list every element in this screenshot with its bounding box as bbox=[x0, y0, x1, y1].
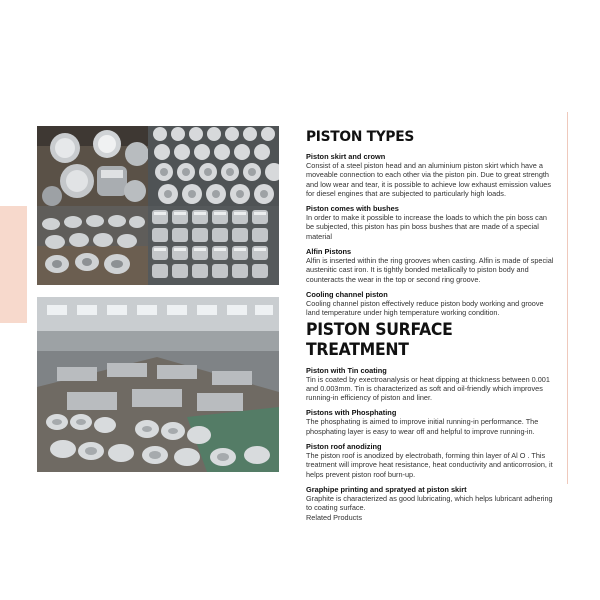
piston-rows-photo bbox=[148, 126, 279, 206]
section-title: Alfin Pistons bbox=[306, 247, 352, 257]
section-body: The piston roof is anodized by electrobath, forming thin layer of Al O . This treatment will improve heat resistance, heat conductivity and anticorrosion, it helps prevent piston roof burn-up. bbox=[306, 451, 553, 479]
right-accent-line bbox=[567, 112, 568, 484]
heading-surface-treatment: PISTON SURFACE TREATMENT bbox=[306, 319, 453, 359]
section-title: Piston skirt and crown bbox=[306, 152, 386, 161]
treatment-section bbox=[306, 485, 556, 513]
left-accent-bar bbox=[0, 206, 27, 323]
related-products-link[interactable]: Related Products bbox=[306, 512, 362, 522]
section-body: Alfin is inserted within the ring grooves when casting. Alfin is made of special austenitic cast iron. It is tightly bonded metallically to piston body and counteracts the wear in the top or second ring groove. bbox=[306, 256, 554, 284]
type-section bbox=[306, 290, 556, 318]
type-section bbox=[306, 152, 556, 198]
pistons-on-table-photo bbox=[37, 126, 148, 206]
content-column bbox=[306, 128, 556, 522]
section-body: Cooling channel piston effectively reduce piston body working and groove land temperature under high temperature working condition. bbox=[306, 298, 544, 318]
heading-piston-types: PISTON TYPES bbox=[306, 129, 414, 145]
treatment-section bbox=[306, 442, 556, 479]
section-body: The phosphating is aimed to improve initial running-in performance. The phosphating layer is easy to wear off and helpful to improve running-in. bbox=[306, 417, 539, 436]
type-section bbox=[306, 247, 556, 284]
treatment-section bbox=[306, 366, 556, 403]
factory-floor-photo bbox=[37, 297, 279, 472]
section-body: Consist of a steel piston head and an aluminium piston skirt which have a moveable connection to each other via the piston pin. Due to great strength and low wear and tear, it is possible to achieve low exhaust emission values for diesel engines that are subjected to particularly high loads. bbox=[306, 161, 551, 198]
section-title: Cooling channel piston bbox=[306, 289, 388, 299]
section-body: Graphite is characterized as good lubricating, which helps lubricant adhering to coating surface. bbox=[306, 493, 553, 513]
section-body: Tin is coated by exectroanalysis or heat dipping at thickness between 0.001 and 0.003mm. Tin is characterized as soft and oil-friendly which improves running-in efficiency of piston and liner. bbox=[306, 374, 550, 403]
section-body: In order to make it possible to increase the loads to which the pin boss can be subjected, this piston has pin boss bushes that are made of a special material bbox=[306, 213, 547, 241]
section-title: Piston comes with bushes bbox=[306, 204, 399, 214]
piston-stack-photo bbox=[148, 206, 279, 285]
treatment-section bbox=[306, 408, 556, 436]
section-title: Graphipe printing and spratyed at piston skirt bbox=[306, 484, 467, 494]
section-title: Piston with Tin coating bbox=[306, 365, 387, 375]
type-section bbox=[306, 204, 556, 241]
section-title: Pistons with Phosphating bbox=[306, 408, 397, 418]
section-title: Piston roof anodizing bbox=[306, 442, 382, 452]
pistons-on-board-photo bbox=[37, 206, 148, 285]
